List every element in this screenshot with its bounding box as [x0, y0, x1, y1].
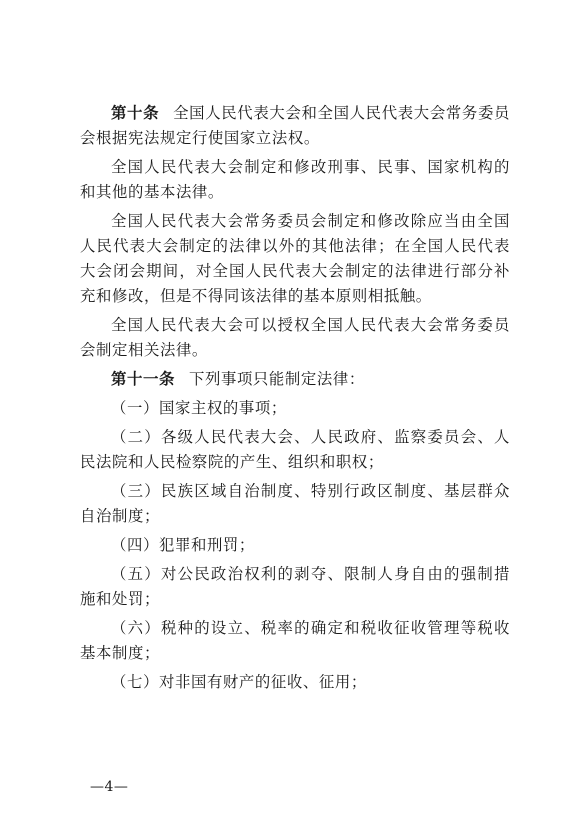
list-item-text: （一）国家主权的事项； — [111, 399, 287, 417]
list-item — [80, 396, 510, 421]
paragraph-text: 全国人民代表大会可以授权全国人民代表大会常务委员会制定相关法律。 — [80, 316, 510, 359]
paragraph — [80, 209, 510, 309]
list-item-text: （五）对公民政治权利的剥夺、限制人身自由的强制措施和处罚； — [80, 565, 510, 608]
paragraph — [80, 155, 510, 205]
document-body — [80, 101, 510, 699]
article-11-paragraph — [80, 367, 510, 392]
list-item-text: （四）犯罪和刑罚； — [111, 536, 255, 554]
paragraph-text: 下列事项只能制定法律： — [188, 370, 365, 388]
list-item — [80, 479, 510, 529]
paragraph — [80, 313, 510, 363]
article-title: 第十条 — [111, 104, 160, 122]
list-item — [80, 562, 510, 612]
article-10-paragraph — [80, 101, 510, 151]
list-item — [80, 425, 510, 475]
list-item — [80, 533, 510, 558]
list-item-text: （六）税种的设立、税率的确定和税收征收管理等税收基本制度； — [80, 619, 510, 662]
page-number: —4— — [90, 779, 129, 795]
list-item-text: （七）对非国有财产的征收、征用； — [111, 673, 367, 691]
list-item — [80, 616, 510, 666]
paragraph-text: 全国人民代表大会和全国人民代表大会常务委员会根据宪法规定行使国家立法权。 — [80, 104, 510, 147]
list-item-text: （三）民族区域自治制度、特别行政区制度、基层群众自治制度； — [80, 482, 510, 525]
paragraph-text: 全国人民代表大会常务委员会制定和修改除应当由全国人民代表大会制定的法律以外的其他法律；在全国人民代表大会闭会期间，对全国人民代表大会制定的法律进行部分补充和修改，但是不得同该法律的基本原则相抵触。 — [80, 212, 510, 305]
list-item-text: （二）各级人民代表大会、人民政府、监察委员会、人民法院和人民检察院的产生、组织和职权； — [80, 428, 510, 471]
article-title: 第十一条 — [111, 370, 175, 388]
list-item — [80, 670, 510, 695]
paragraph-text: 全国人民代表大会制定和修改刑事、民事、国家机构的和其他的基本法律。 — [80, 158, 510, 201]
